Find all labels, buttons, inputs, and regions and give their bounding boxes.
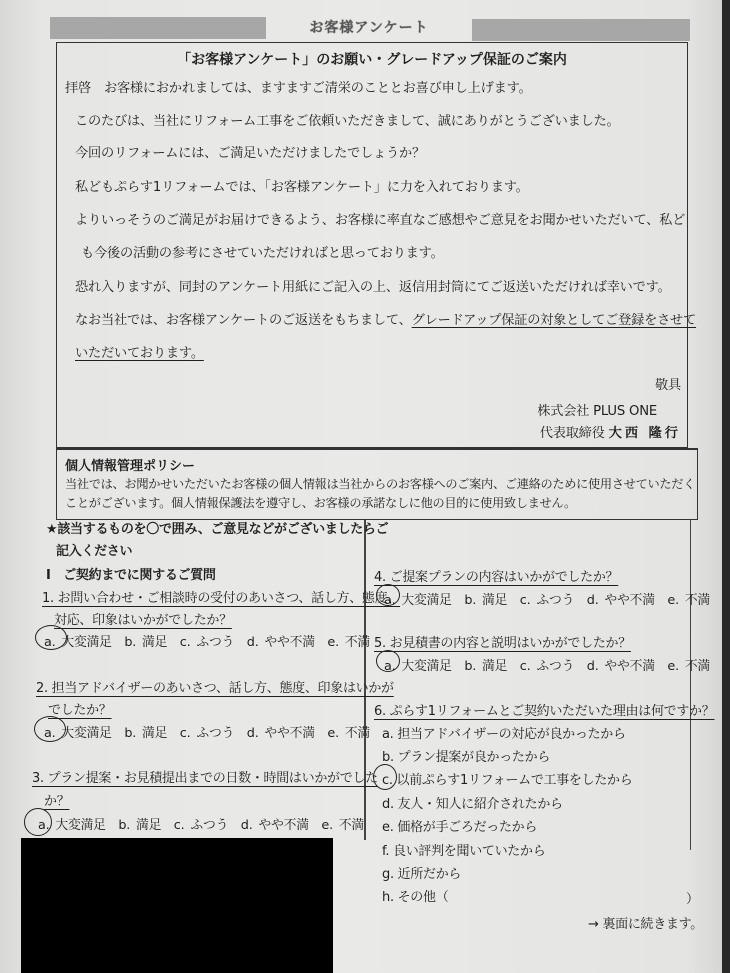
answer-circle-2a <box>34 716 66 742</box>
right-border-line <box>690 520 691 850</box>
question-4-text: 4. ご提案プランの内容はいかがでしたか？ <box>374 570 619 585</box>
question-1-text-cont: 対応、印象はいかがでしたか？ <box>54 613 232 628</box>
signature-line <box>540 422 681 441</box>
survey-instruction: ★該当するものを〇で囲み、ご意見などがございましたらご <box>46 522 389 537</box>
answer-circle-3a <box>24 808 52 836</box>
question-1-options[interactable]: a. 大変満足 b. 満足 c. ふつう d. やや不満 e. 不満 <box>44 635 371 650</box>
q6-other-close-paren: ） <box>686 892 699 907</box>
answer-circle-6c <box>373 764 397 790</box>
question-5-options[interactable]: a. 大変満足 b. 満足 c. ふつう d. やや不満 e. 不満 <box>384 659 711 674</box>
question-6-text: 6. ぷらす1リフォームとご契約いただいた理由は何ですか？ <box>374 704 715 719</box>
letter-paragraph: このたびは、当社にリフォーム工事をご依頼いただきまして、誠にありがとうございました。 <box>75 114 620 129</box>
letter-greeting: 拝啓 お客様におかれましては、ますますご清栄のこととお喜び申し上げます。 <box>65 81 532 96</box>
question-4-options[interactable]: a. 大変満足 b. 満足 c. ふつう d. やや不満 e. 不満 <box>384 593 711 608</box>
letter-closing: 敬具 <box>655 378 681 393</box>
page-edge-shadow <box>722 0 730 973</box>
q6-option-e[interactable]: e. 価格が手ごろだったから <box>382 820 538 835</box>
letter-box <box>56 42 697 448</box>
question-3-options[interactable]: a. 大変満足 b. 満足 c. ふつう d. やや不満 e. 不満 <box>38 818 365 833</box>
letter-paragraph: 私どもぷらす1リフォームでは、「お客様アンケート」に力を入れております。 <box>75 180 529 195</box>
question-5-text: 5. お見積書の内容と説明はいかがでしたか？ <box>374 636 631 651</box>
section-title: Ⅰ ご契約までに関するご質問 <box>46 568 216 583</box>
letter-paragraph: よりいっそうのご満足がお届けできるよう、お客様に率直なご感想やご意見をお聞かせいただいて、私ど <box>75 213 686 228</box>
question-3-text: 3. プラン提案・お見積提出までの日数・時間はいかがでした <box>32 771 378 786</box>
question-2-text: 2. 担当アドバイザーのあいさつ、話し方、態度、印象はいかが <box>36 681 394 696</box>
company-name: 株式会社 PLUS ONE <box>537 404 657 419</box>
redaction-block <box>21 838 333 973</box>
page-header-title: お客様アンケート <box>309 20 429 36</box>
answer-circle-5a <box>376 650 400 672</box>
letter-paragraph: 恐れ入りますが、同封のアンケート用紙にご記入の上、返信用封筒にてご返送いただければ幸いです。 <box>75 280 671 295</box>
q6-option-a[interactable]: a. 担当アドバイザーの対応が良かったから <box>382 727 626 742</box>
letter-title: 「お客様アンケート」のお願い・グレードアップ保証のご案内 <box>177 52 567 68</box>
policy-text: ことがございます。個人情報保護法を遵守し、お客様の承諾なしに他の目的に使用致しません。 <box>65 496 576 510</box>
registration-underlined-cont: いただいております。 <box>75 346 204 361</box>
q6-option-f[interactable]: f. 良い評判を聞いていたから <box>382 844 546 859</box>
letter-registration-line <box>75 309 696 328</box>
letter-paragraph: も今後の活動の参考にさせていただければと思っております。 <box>81 246 444 261</box>
question-3-text-cont: か？ <box>44 794 70 809</box>
answer-circle-1a <box>35 625 67 650</box>
redacted-bar-right <box>472 19 690 41</box>
registration-underlined: グレードアップ保証の対象としてご登録をさせて <box>411 313 697 328</box>
continue-note: → 裏面に続きます。 <box>588 917 703 932</box>
redacted-bar-left <box>50 17 266 39</box>
letter-paragraph: 今回のリフォームには、ご満足いただけましたでしょうか？ <box>75 146 426 161</box>
q6-option-g[interactable]: g. 近所だから <box>382 867 462 882</box>
survey-instruction-cont: 記入ください <box>56 544 133 559</box>
q6-option-h[interactable]: h. その他（ <box>382 890 449 905</box>
q6-option-d[interactable]: d. 友人・知人に紹介されたから <box>382 797 563 812</box>
question-1-text: 1. お問い合わせ・ご相談時の受付のあいさつ、話し方、態度、 <box>42 591 401 606</box>
privacy-policy-box <box>56 448 698 520</box>
signer-name: 大西 隆行 <box>608 426 681 441</box>
policy-title: 個人情報管理ポリシー <box>65 459 196 474</box>
answer-circle-4a <box>376 584 400 606</box>
question-2-text-cont: でしたか？ <box>48 703 112 718</box>
registration-prefix: なお当社では、お客様アンケートのご返送をもちまして、 <box>75 313 412 328</box>
signer-title: 代表取締役 <box>539 426 605 441</box>
policy-text: 当社では、お聞かせいただいたお客様の個人情報は当社からのお客様へのご案内、ご連絡のために使用させていただく <box>65 477 696 491</box>
question-2-options[interactable]: a. 大変満足 b. 満足 c. ふつう d. やや不満 e. 不満 <box>44 726 371 741</box>
q6-option-b[interactable]: b. プラン提案が良かったから <box>382 750 551 765</box>
q6-option-c[interactable]: c. 以前ぷらす1リフォームで工事をしたから <box>382 773 633 788</box>
